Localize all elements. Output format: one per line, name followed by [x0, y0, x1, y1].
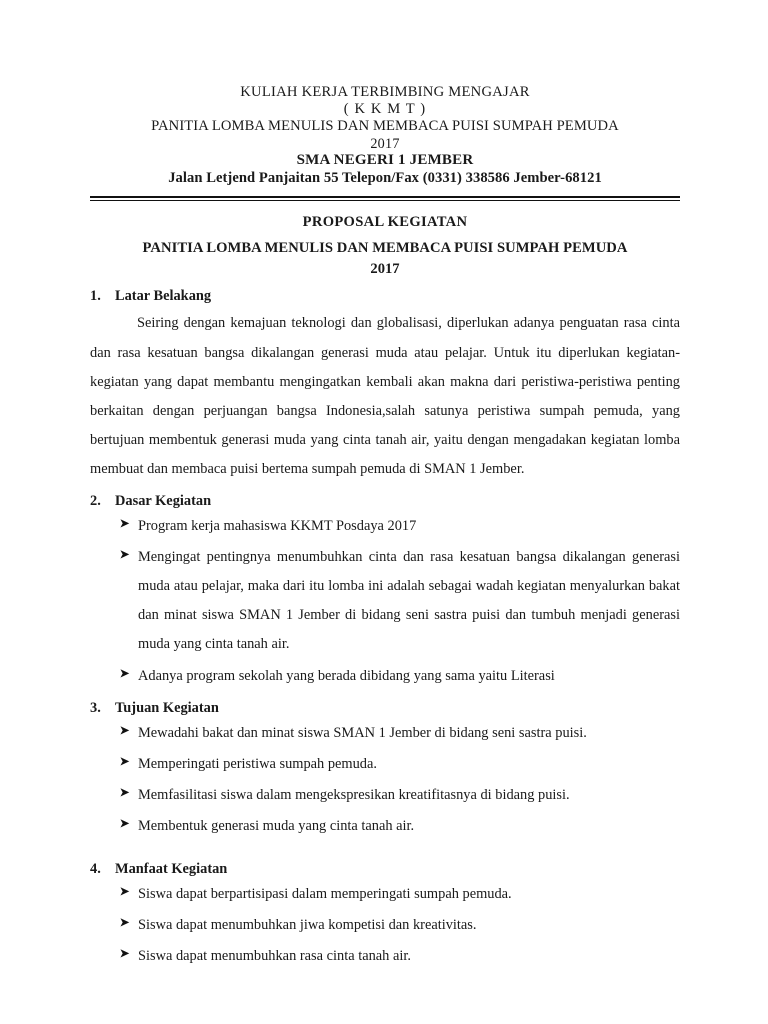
- section-heading: [90, 288, 680, 305]
- list-item-text: Mengingat pentingnya menumbuhkan cinta dan rasa kesatuan bangsa dikalangan generasi muda atau pelajar, maka dari itu lomba ini adalah sebagai wadah kegiatan menyalurkan bakat dan minat siswa SMAN 1 Jember di bidang seni sastra puisi dan tumbuh menjadi generasi muda yang cinta tanah air.: [138, 549, 680, 653]
- section-heading: [90, 493, 680, 510]
- arrow-bullet-icon: ➤: [119, 884, 130, 900]
- section-heading: [90, 861, 680, 878]
- list-item-text: Siswa dapat menumbuhkan rasa cinta tanah air.: [138, 948, 411, 965]
- list-item-text: Siswa dapat berpartisipasi dalam memperingati sumpah pemuda.: [138, 885, 512, 902]
- arrow-bullet-icon: ➤: [119, 754, 130, 770]
- letterhead-line-acronym: ( K K M T ): [343, 101, 427, 118]
- section-latar-belakang: [90, 288, 680, 484]
- arrow-bullet-icon: ➤: [119, 666, 130, 681]
- letterhead-line-school: SMA NEGERI 1 JEMBER: [296, 152, 474, 169]
- list-item-text: Adanya program sekolah yang berada dibidang yang sama yaitu Literasi: [138, 667, 555, 684]
- arrow-bullet-icon: ➤: [119, 946, 130, 962]
- section-title: Latar Belakang: [115, 288, 212, 305]
- proposal-title-line-3: 2017: [370, 260, 400, 277]
- section-tujuan-kegiatan: [90, 700, 680, 841]
- bullet-list: [90, 880, 680, 971]
- list-item: [90, 750, 680, 779]
- section-dasar-kegiatan: [90, 493, 680, 691]
- letterhead-line-address: Jalan Letjend Panjaitan 55 Telepon/Fax (0331) 338586 Jember-68121: [168, 170, 602, 187]
- section-title: Tujuan Kegiatan: [115, 699, 219, 716]
- list-item: [90, 543, 680, 659]
- list-item-text: Mewadahi bakat dan minat siswa SMAN 1 Jember di bidang seni sastra puisi.: [138, 724, 587, 741]
- list-item: [90, 719, 680, 748]
- section-number: 3.: [90, 699, 101, 716]
- letterhead-line-committee: PANITIA LOMBA MENULIS DAN MEMBACA PUISI SUMPAH PEMUDA: [151, 118, 619, 135]
- list-item-text: Memfasilitasi siswa dalam mengekspresikan kreatifitasnya di bidang puisi.: [138, 786, 570, 803]
- section-number: 2.: [90, 493, 101, 510]
- list-item: [90, 911, 680, 940]
- section-manfaat-kegiatan: [90, 861, 680, 971]
- section-title: Manfaat Kegiatan: [115, 860, 228, 877]
- header-divider: [90, 196, 680, 201]
- arrow-bullet-icon: ➤: [119, 785, 130, 801]
- list-item-text: Memperingati peristiwa sumpah pemuda.: [138, 755, 377, 772]
- letterhead: [90, 84, 680, 187]
- arrow-bullet-icon: ➤: [119, 547, 130, 563]
- arrow-bullet-icon: ➤: [119, 816, 130, 832]
- list-item: [90, 812, 680, 841]
- letterhead-line-year: 2017: [370, 135, 400, 152]
- arrow-bullet-icon: ➤: [119, 723, 130, 739]
- list-item: [90, 880, 680, 909]
- list-item-text: Program kerja mahasiswa KKMT Posdaya 2017: [138, 518, 417, 535]
- list-item: [90, 662, 680, 691]
- proposal-title-line-2: PANITIA LOMBA MENULIS DAN MEMBACA PUISI SUMPAH PEMUDA: [142, 240, 628, 257]
- letterhead-line-program: KULIAH KERJA TERBIMBING MENGAJAR: [240, 84, 530, 100]
- section-title: Dasar Kegiatan: [115, 493, 212, 510]
- list-item: [90, 942, 680, 971]
- arrow-bullet-icon: ➤: [119, 915, 130, 931]
- section-paragraph: Seiring dengan kemajuan teknologi dan globalisasi, diperlukan adanya penguatan rasa cinta dan rasa kesatuan bangsa dikalangan generasi muda atau pelajar. Untuk itu diperlukan kegiatan-kegiatan yang dapat membantu mengingatkan kembali akan makna dari peristiwa-peristiwa penting berkaitan dengan perjuangan bangsa Indonesia,salah satunya peristiwa sumpah pemuda, yang bertujuan membentuk generasi muda yang cinta tanah air, yaitu dengan mengadakan kegiatan lomba membuat dan membaca puisi bertema sumpah pemuda di SMAN 1 Jember.: [90, 315, 680, 477]
- proposal-title-line-1: PROPOSAL KEGIATAN: [302, 214, 468, 231]
- list-item: [90, 512, 680, 541]
- list-item-text: Membentuk generasi muda yang cinta tanah air.: [138, 817, 415, 834]
- list-item-text: Siswa dapat menumbuhkan jiwa kompetisi dan kreativitas.: [138, 917, 477, 934]
- bullet-list: [90, 512, 680, 691]
- section-number: 4.: [90, 860, 101, 877]
- arrow-bullet-icon: ➤: [119, 516, 130, 532]
- proposal-title-block: [90, 212, 680, 279]
- section-number: 1.: [90, 288, 101, 305]
- section-heading: [90, 700, 680, 717]
- list-item: [90, 781, 680, 810]
- bullet-list: [90, 719, 680, 841]
